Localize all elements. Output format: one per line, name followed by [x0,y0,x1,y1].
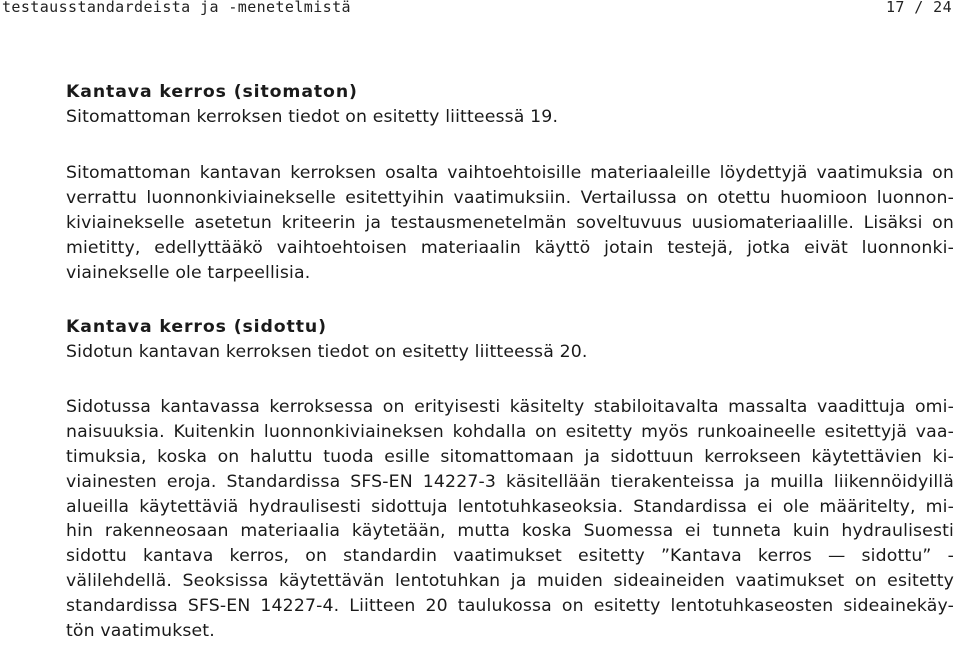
paragraph-line: mietitty, edellyttääkö vaihtoehtoisen materiaalin käyttö jotain testejä, jotka eivät luonnonki- [66,237,954,258]
paragraph-line: sidottu kantava kerros, on standardin vaatimukset esitetty ”Kantava kerros — sidottu” - [66,546,954,567]
running-header: testausstandardeista ja -menetelmistä [2,0,351,16]
section-unbound-base [66,80,954,130]
paragraph-line: Sitomattoman kantavan kerroksen osalta vaihtoehtoisille materiaaleille löydettyjä vaatimuksia on [66,163,954,183]
section-subtitle-bound: Sidotun kantavan kerroksen tiedot on esitetty liitteessä 20. [66,341,588,362]
page-number: 17 / 24 [885,0,952,16]
paragraph-bound-base [66,395,954,644]
paragraph-unbound-base [66,161,954,285]
paragraph-line: viainesten eroja. Standardissa SFS-EN 14227-3 käsitellään tierakenteissa ja muilla liikennöidyillä [66,471,954,492]
paragraph-line: alueilla käytettäviä hydraulisesti sidottuja lentotuhkaseoksia. Standardissa ei ole määritelty, mi- [66,496,954,517]
paragraph-line: verrattu luonnonkiviainekselle esitettyihin vaatimuksiin. Vertailussa on otettu huomioon luonnon- [66,187,954,208]
paragraph-line: Sidotussa kantavassa kerroksessa on erityisesti käsitelty stabiloitavalta massalta vaadittuja omi- [66,397,954,417]
paragraph-line: standardissa SFS-EN 14227-4. Liitteen 20 taulukossa on esitetty lentotuhkaseosten sideainekäy- [66,596,954,617]
paragraph-line: hin rakenneosaan materiaalia käytetään, mutta koska Suomessa ei tunneta kuin hydraulisesti [66,521,954,542]
paragraph-line: naisuuksia. Kuitenkin luonnonkiviaineksen kohdalla on esitetty myös runkoaineelle esitettyjä vaa- [66,421,954,442]
section-bound-base [66,315,954,365]
paragraph-line: viainekselle ole tarpeellisia. [66,262,311,283]
paragraph-line: tön vaatimukset. [66,621,215,642]
paragraph-line: kiviainekselle asetetun kriteerin ja testausmenetelmän soveltuvuus uusiomateriaalille. Lisäksi on [66,212,954,233]
paragraph-line: timuksia, koska on haluttu tuoda esille sitomattomaan ja sidottuun kerrokseen käytettävien ki- [66,446,954,467]
section-heading-unbound: Kantava kerros (sitomaton) [66,82,358,102]
paragraph-line: välilehdellä. Seoksissa käytettävän lentotuhkan ja muiden sideaineiden vaatimukset on esitetty [66,571,954,592]
section-heading-bound: Kantava kerros (sidottu) [66,317,327,337]
section-subtitle-unbound: Sitomattoman kerroksen tiedot on esitetty liitteessä 19. [66,106,559,127]
